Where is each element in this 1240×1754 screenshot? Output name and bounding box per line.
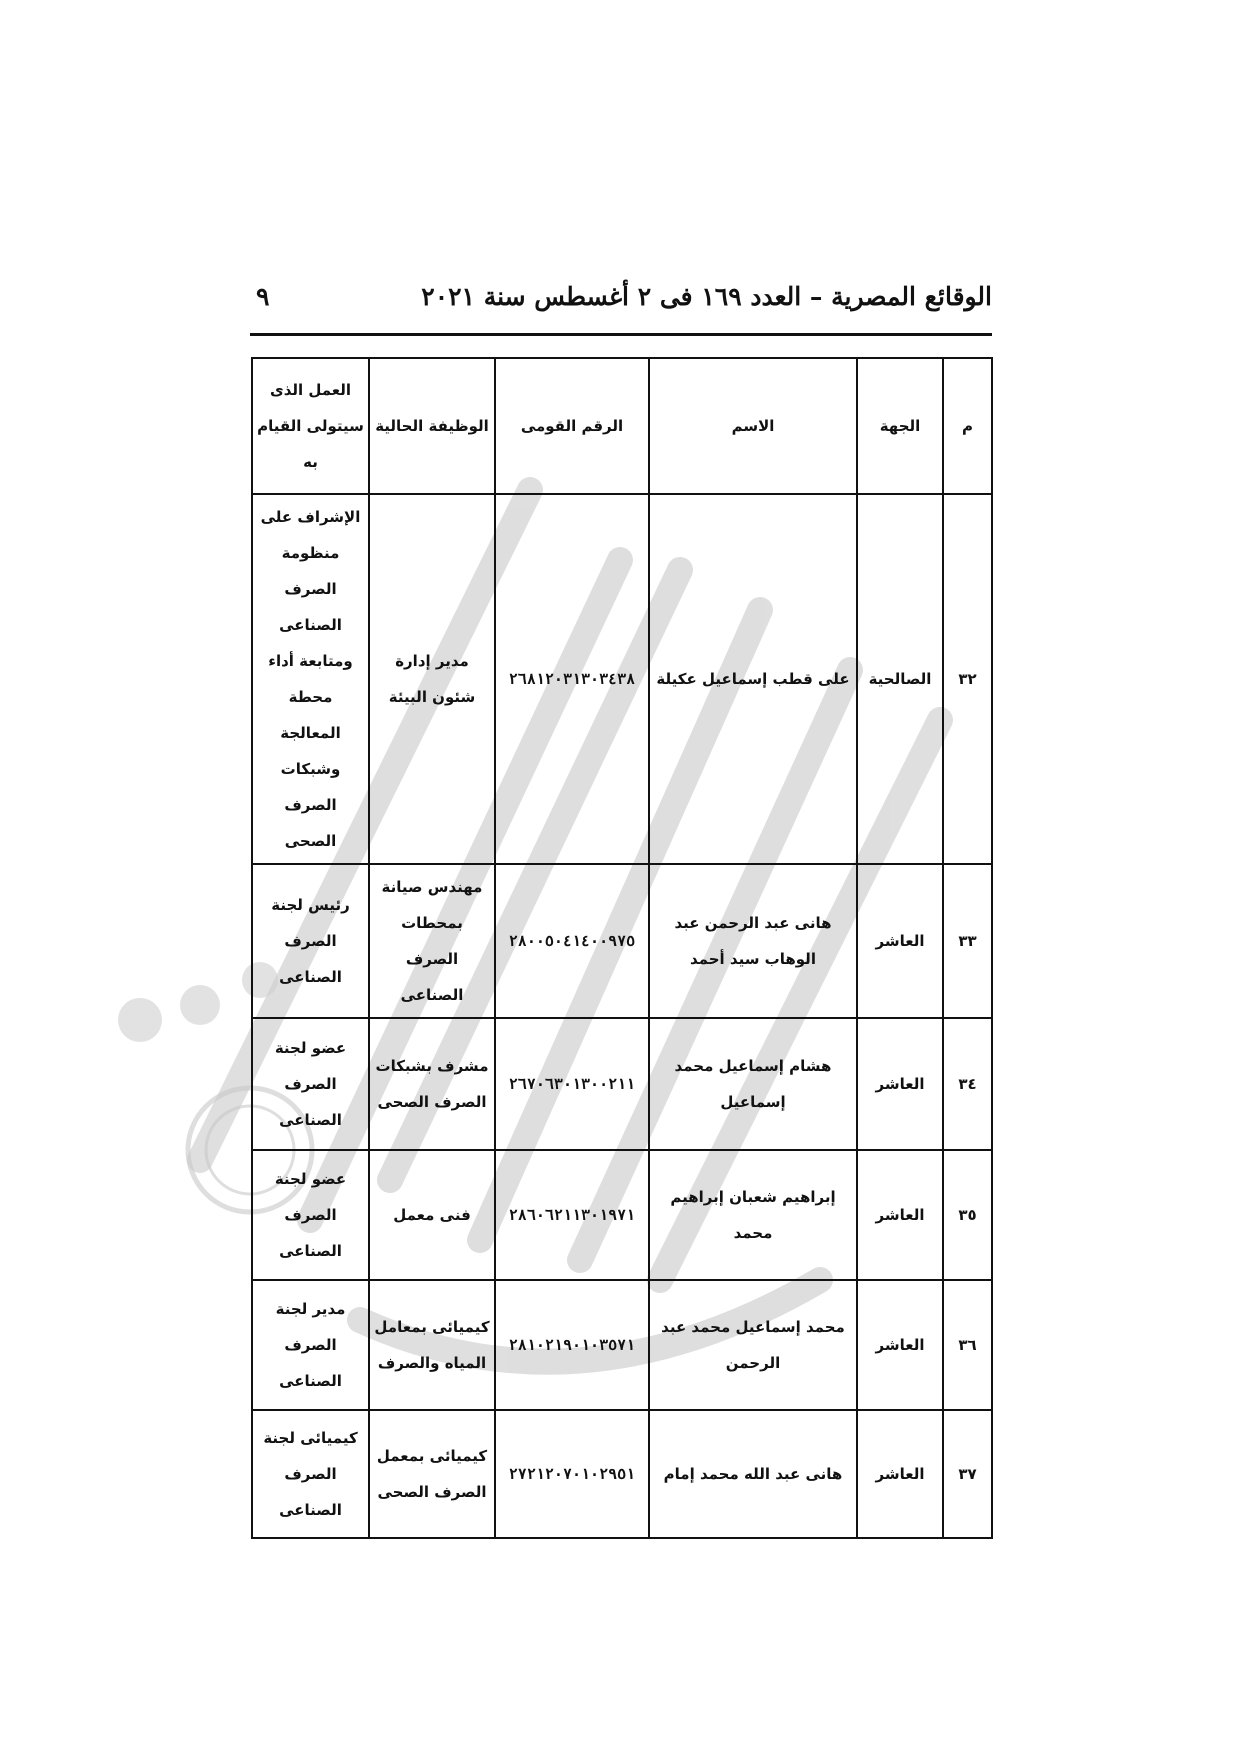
appointments-table (251, 357, 993, 1539)
cell-name: على قطب إسماعيل عكيلة (649, 494, 857, 864)
cell-assigned-task: الإشراف على منظومة الصرف الصناعى ومتابعة أداء محطة المعالجة وشبكات الصرف الصحى (252, 494, 369, 864)
cell-num: ٣٥ (943, 1150, 992, 1280)
cell-current-job: كيميائى بمعامل المياه والصرف (369, 1280, 495, 1410)
table-row (252, 1280, 992, 1410)
cell-assigned-task: كيميائى لجنة الصرف الصناعى (252, 1410, 369, 1538)
cell-current-job: مدير إدارة شئون البيئة (369, 494, 495, 864)
cell-national-id: ٢٦٧٠٦٣٠١٣٠٠٢١١ (495, 1018, 649, 1150)
column-header-current-job: الوظيفة الحالية (369, 358, 495, 494)
cell-current-job: مشرف بشبكات الصرف الصحى (369, 1018, 495, 1150)
column-header-directorate: الجهة (857, 358, 943, 494)
page-number: ٩ (256, 282, 270, 311)
table-row (252, 1410, 992, 1538)
table-header-row (252, 358, 992, 494)
cell-national-id: ٢٨١٠٢١٩٠١٠٣٥٧١ (495, 1280, 649, 1410)
cell-name: إبراهيم شعبان إبراهيم محمد (649, 1150, 857, 1280)
cell-directorate: العاشر (857, 1410, 943, 1538)
table-row (252, 1018, 992, 1150)
cell-num: ٣٣ (943, 864, 992, 1018)
cell-national-id: ٢٦٨١٢٠٣١٣٠٣٤٣٨ (495, 494, 649, 864)
table-row (252, 1150, 992, 1280)
cell-num: ٣٤ (943, 1018, 992, 1150)
page-header (250, 282, 992, 322)
column-header-assigned-task: العمل الذى سيتولى القيام به (252, 358, 369, 494)
cell-directorate: العاشر (857, 1150, 943, 1280)
cell-directorate: العاشر (857, 864, 943, 1018)
header-rule (250, 333, 992, 336)
cell-current-job: فنى معمل (369, 1150, 495, 1280)
cell-national-id: ٢٨٦٠٦٢١١٣٠١٩٧١ (495, 1150, 649, 1280)
cell-name: محمد إسماعيل محمد عبد الرحمن (649, 1280, 857, 1410)
cell-assigned-task: رئيس لجنة الصرف الصناعى (252, 864, 369, 1018)
cell-directorate: العاشر (857, 1280, 943, 1410)
column-header-num: م (943, 358, 992, 494)
cell-name: هانى عبد الله محمد إمام (649, 1410, 857, 1538)
column-header-name: الاسم (649, 358, 857, 494)
table-row (252, 864, 992, 1018)
cell-num: ٣٢ (943, 494, 992, 864)
cell-num: ٣٦ (943, 1280, 992, 1410)
column-header-national-id: الرقم القومى (495, 358, 649, 494)
cell-current-job: كيميائى بمعمل الصرف الصحى (369, 1410, 495, 1538)
cell-name: هشام إسماعيل محمد إسماعيل (649, 1018, 857, 1150)
cell-assigned-task: عضو لجنة الصرف الصناعى (252, 1150, 369, 1280)
cell-num: ٣٧ (943, 1410, 992, 1538)
table-row (252, 494, 992, 864)
cell-assigned-task: مدير لجنة الصرف الصناعى (252, 1280, 369, 1410)
cell-name: هانى عبد الرحمن عبد الوهاب سيد أحمد (649, 864, 857, 1018)
cell-assigned-task: عضو لجنة الصرف الصناعى (252, 1018, 369, 1150)
page-title: الوقائع المصرية – العدد ١٦٩ فى ٢ أغسطس سنة ٢٠٢١ (421, 282, 992, 311)
cell-directorate: الصالحية (857, 494, 943, 864)
cell-national-id: ٢٨٠٠٥٠٤١٤٠٠٩٧٥ (495, 864, 649, 1018)
cell-directorate: العاشر (857, 1018, 943, 1150)
cell-current-job: مهندس صيانة بمحطات الصرف الصناعى (369, 864, 495, 1018)
cell-national-id: ٢٧٢١٢٠٧٠١٠٢٩٥١ (495, 1410, 649, 1538)
